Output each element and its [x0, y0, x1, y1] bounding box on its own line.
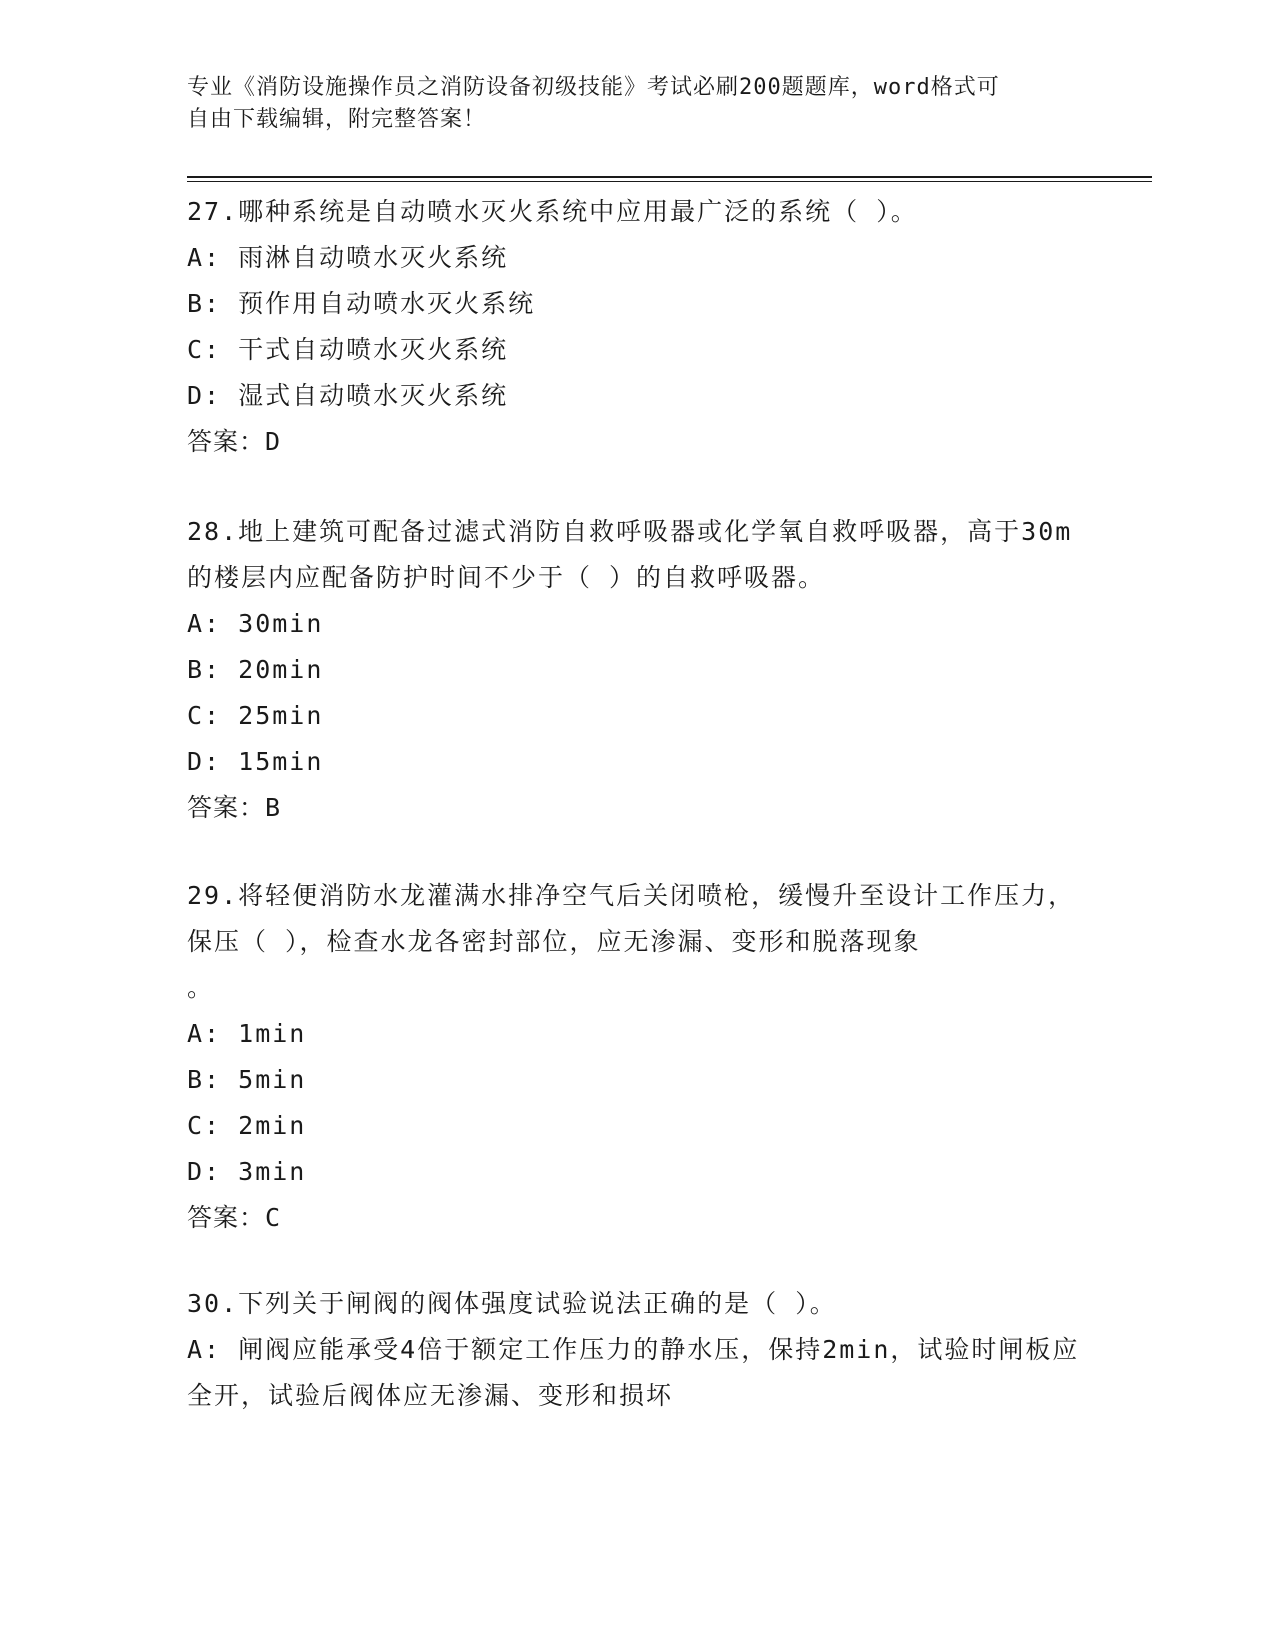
option-a: A: 1min [187, 1019, 307, 1048]
question-stem: 30.下列关于闸阀的阀体强度试验说法正确的是（ ）。 [187, 1289, 837, 1318]
header-divider [187, 176, 1152, 182]
question-stem: 28.地上建筑可配备过滤式消防自救呼吸器或化学氧自救呼吸器，高于30m的楼层内应配备防护时间不少于（ ）的自救呼吸器。 [187, 517, 1073, 592]
answer-label: 答案： [187, 427, 266, 456]
header-line-2: 自由下载编辑，附完整答案！ [187, 107, 487, 132]
answer-line [187, 1195, 1087, 1241]
option-a: A: 闸阀应能承受4倍于额定工作压力的静水压，保持2min，试验时闸板应全开，试验后阀体应无渗漏、变形和损坏 [187, 1335, 1080, 1410]
document-header [187, 72, 1087, 136]
question-stem: 29.将轻便消防水龙灌满水排净空气后关闭喷枪，缓慢升至设计工作压力，保压（ ），检查水龙各密封部位，应无渗漏、变形和脱落现象 [187, 881, 1076, 956]
question-28 [187, 509, 1087, 831]
option-b: B: 20min [187, 655, 324, 684]
option-a: A: 雨淋自动喷水灭火系统 [187, 243, 509, 272]
answer-line [187, 785, 1087, 831]
option-d: D: 15min [187, 747, 324, 776]
question-27 [187, 189, 1087, 465]
option-c: C: 25min [187, 701, 324, 730]
option-d: D: 3min [187, 1157, 307, 1186]
answer-value: C [265, 1203, 282, 1232]
answer-value: D [265, 427, 282, 456]
header-line-1: 专业《消防设施操作员之消防设备初级技能》考试必刷200题题库，word格式可 [187, 75, 1000, 100]
option-b: B: 预作用自动喷水灭火系统 [187, 289, 536, 318]
option-c: C: 2min [187, 1111, 307, 1140]
option-c: C: 干式自动喷水灭火系统 [187, 335, 509, 364]
question-stem: 27.哪种系统是自动喷水灭火系统中应用最广泛的系统（ ）。 [187, 197, 918, 226]
answer-value: B [265, 793, 282, 822]
question-29 [187, 873, 1087, 1241]
option-d: D: 湿式自动喷水灭火系统 [187, 381, 509, 410]
question-stem-tail: 。 [187, 973, 215, 1002]
question-30 [187, 1281, 1087, 1419]
answer-line [187, 419, 1087, 465]
option-a: A: 30min [187, 609, 324, 638]
option-b: B: 5min [187, 1065, 307, 1094]
answer-label: 答案： [187, 793, 266, 822]
answer-label: 答案： [187, 1203, 266, 1232]
